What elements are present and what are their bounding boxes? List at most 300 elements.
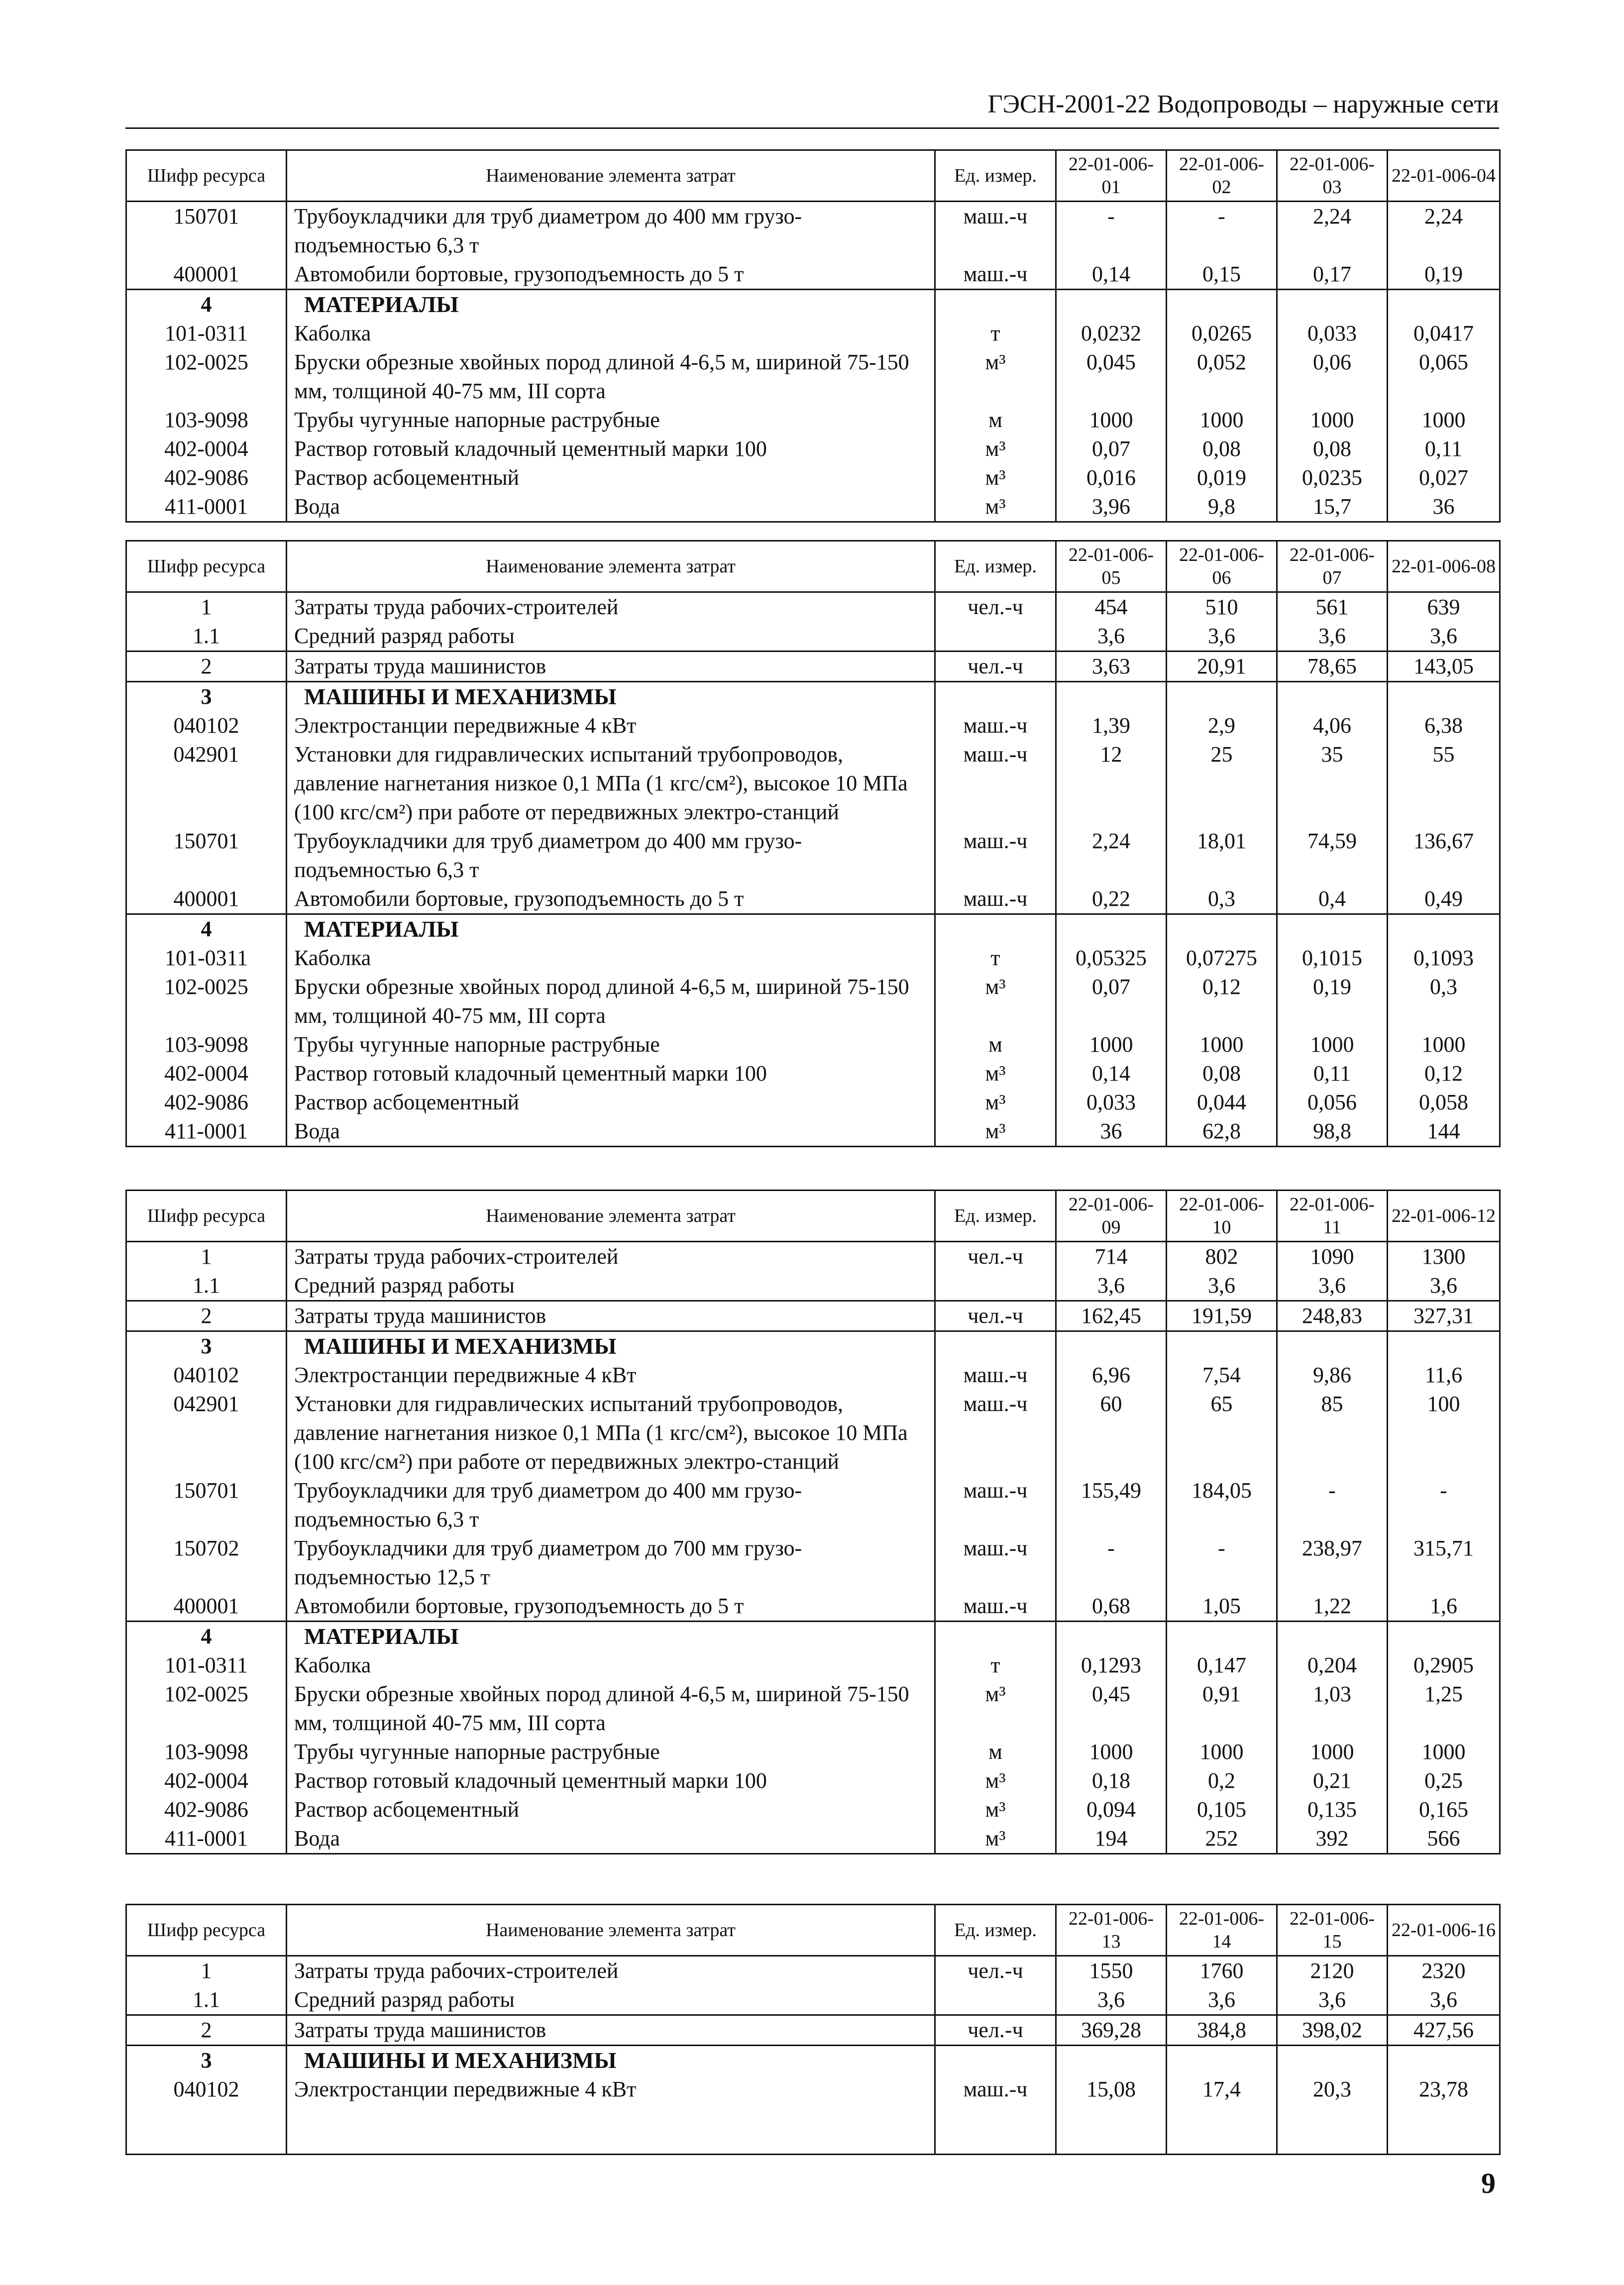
resource-unit: м³ xyxy=(935,1795,1056,1824)
resource-unit: чел.-ч xyxy=(935,1956,1056,1986)
table-row xyxy=(126,1030,1500,1059)
norm-value: 398,02 xyxy=(1277,2015,1388,2046)
norm-value: 0,1293 xyxy=(1056,1651,1167,1680)
resource-unit: м³ xyxy=(935,1766,1056,1795)
norm-value: - xyxy=(1277,1476,1388,1534)
norm-value: 60 xyxy=(1056,1390,1167,1476)
resource-code: 150702 xyxy=(126,1534,287,1592)
norm-value: - xyxy=(1167,1534,1277,1592)
header-norm-code: 22-01-006-10 xyxy=(1167,1191,1277,1242)
norm-value: 0,14 xyxy=(1056,1059,1167,1088)
resource-name: Установки для гидравлических испытаний трубопроводов, давление нагнетания низкое 0,1 МПа (1 кгс/см²), высокое 10 МПа (100 кгс/см²) при работе от передвижных электро-станций xyxy=(287,1390,935,1476)
resource-code: 4 xyxy=(126,1622,287,1651)
resource-code: 402-9086 xyxy=(126,1088,287,1117)
norm-value: 20,91 xyxy=(1167,652,1277,682)
resource-name: МАШИНЫ И МЕХАНИЗМЫ xyxy=(287,1331,935,1361)
header-code: Шифр ресурса xyxy=(126,150,287,202)
norm-value: 0,11 xyxy=(1277,1059,1388,1088)
resource-name: Каболка xyxy=(287,319,935,348)
resource-unit xyxy=(935,622,1056,652)
norm-value xyxy=(1388,290,1500,320)
norm-value xyxy=(1056,290,1167,320)
norm-value: 252 xyxy=(1167,1824,1277,1854)
header-name: Наименование элемента затрат xyxy=(287,150,935,202)
table-row xyxy=(126,1738,1500,1766)
norm-value: 454 xyxy=(1056,592,1167,622)
norm-value xyxy=(1167,1331,1277,1361)
norm-value: 62,8 xyxy=(1167,1117,1277,1147)
norm-value: 0,1015 xyxy=(1277,944,1388,973)
resource-name: Затраты труда машинистов xyxy=(287,2015,935,2046)
resource-unit: м³ xyxy=(935,348,1056,406)
norm-value: 0,07 xyxy=(1056,435,1167,463)
norm-value: 1000 xyxy=(1056,1738,1167,1766)
section-row xyxy=(126,1622,1500,1651)
header-norm-code: 22-01-006-06 xyxy=(1167,541,1277,592)
resource-unit: т xyxy=(935,1651,1056,1680)
resource-name: Трубоукладчики для труб диаметром до 400 мм грузо-подъемностью 6,3 т xyxy=(287,1476,935,1534)
header-norm-code: 22-01-006-05 xyxy=(1056,541,1167,592)
header-unit: Ед. измер. xyxy=(935,541,1056,592)
norm-value: 0,105 xyxy=(1167,1795,1277,1824)
norm-value: 1,6 xyxy=(1388,1592,1500,1622)
norm-value: 162,45 xyxy=(1056,1301,1167,1331)
resource-unit xyxy=(935,290,1056,320)
norm-value xyxy=(1277,682,1388,712)
table-row xyxy=(126,463,1500,492)
resource-code: 411-0001 xyxy=(126,492,287,522)
resource-name: Каболка xyxy=(287,944,935,973)
resource-code: 1 xyxy=(126,1956,287,1986)
resource-name: Трубоукладчики для труб диаметром до 700 мм грузо-подъемностью 12,5 т xyxy=(287,1534,935,1592)
header-unit: Ед. измер. xyxy=(935,1905,1056,1956)
norm-value: - xyxy=(1388,1476,1500,1534)
resource-unit xyxy=(935,682,1056,712)
norm-value: 9,8 xyxy=(1167,492,1277,522)
norm-value: 1000 xyxy=(1388,1738,1500,1766)
resource-name: Автомобили бортовые, грузоподъемность до 5 т xyxy=(287,1592,935,1622)
norm-value: 248,83 xyxy=(1277,1301,1388,1331)
norm-value: - xyxy=(1056,1534,1167,1592)
header-rule xyxy=(125,127,1499,129)
resource-code: 402-0004 xyxy=(126,435,287,463)
header-unit: Ед. измер. xyxy=(935,1191,1056,1242)
table-row xyxy=(126,1242,1500,1272)
norm-value: 0,045 xyxy=(1056,348,1167,406)
resource-code: 402-9086 xyxy=(126,463,287,492)
norm-value: 3,6 xyxy=(1167,622,1277,652)
resource-name: Затраты труда рабочих-строителей xyxy=(287,1956,935,1986)
resource-unit xyxy=(935,1985,1056,2015)
norm-value: 802 xyxy=(1167,1242,1277,1272)
norm-value: 1000 xyxy=(1277,406,1388,435)
resource-unit: м³ xyxy=(935,463,1056,492)
table-row xyxy=(126,740,1500,827)
norm-value: 3,6 xyxy=(1277,622,1388,652)
resource-code: 103-9098 xyxy=(126,1030,287,1059)
table-row xyxy=(126,319,1500,348)
norm-value: 74,59 xyxy=(1277,827,1388,884)
header-norm-code: 22-01-006-14 xyxy=(1167,1905,1277,1956)
table-row xyxy=(126,2015,1500,2046)
norm-value: 0,033 xyxy=(1277,319,1388,348)
resource-name: Раствор готовый кладочный цементный марки 100 xyxy=(287,1766,935,1795)
norm-value: 1,03 xyxy=(1277,1680,1388,1738)
norm-value: 0,2 xyxy=(1167,1766,1277,1795)
norm-value: 1000 xyxy=(1167,406,1277,435)
table-row xyxy=(126,1271,1500,1301)
norm-value: 0,3 xyxy=(1167,884,1277,914)
norm-value: 1,05 xyxy=(1167,1592,1277,1622)
table-row xyxy=(126,592,1500,622)
norm-value xyxy=(1167,682,1277,712)
header-norm-code: 22-01-006-03 xyxy=(1277,150,1388,202)
resource-unit: маш.-ч xyxy=(935,1361,1056,1390)
norm-value: 0,11 xyxy=(1388,435,1500,463)
table-row xyxy=(126,1088,1500,1117)
norm-value: 1,39 xyxy=(1056,711,1167,740)
resource-unit: м³ xyxy=(935,435,1056,463)
table-header-row xyxy=(126,150,1500,202)
resource-name: Средний разряд работы xyxy=(287,622,935,652)
resource-code: 2 xyxy=(126,652,287,682)
resource-unit: м³ xyxy=(935,1088,1056,1117)
norm-value: 0,135 xyxy=(1277,1795,1388,1824)
resource-code: 150701 xyxy=(126,827,287,884)
norm-value: 0,016 xyxy=(1056,463,1167,492)
resource-table xyxy=(125,149,1501,523)
norm-value: 136,67 xyxy=(1388,827,1500,884)
norm-value: 3,6 xyxy=(1167,1985,1277,2015)
norm-value: 392 xyxy=(1277,1824,1388,1854)
header-name: Наименование элемента затрат xyxy=(287,1191,935,1242)
resource-code: 1 xyxy=(126,592,287,622)
resource-name: Затраты труда машинистов xyxy=(287,652,935,682)
table-row xyxy=(126,944,1500,973)
norm-value: 1000 xyxy=(1277,1030,1388,1059)
section-row xyxy=(126,290,1500,320)
table-row xyxy=(126,1956,1500,1986)
norm-value: 6,96 xyxy=(1056,1361,1167,1390)
running-header: ГЭСН-2001-22 Водопроводы – наружные сети xyxy=(987,90,1499,118)
table-row xyxy=(126,406,1500,435)
norm-value: 12 xyxy=(1056,740,1167,827)
resource-unit: чел.-ч xyxy=(935,1301,1056,1331)
resource-code: 040102 xyxy=(126,1361,287,1390)
resource-name: Бруски обрезные хвойных пород длиной 4-6,5 м, шириной 75-150 мм, толщиной 40-75 мм, III сорта xyxy=(287,973,935,1030)
resource-name: Вода xyxy=(287,492,935,522)
resource-unit: м xyxy=(935,406,1056,435)
resource-unit: м³ xyxy=(935,1059,1056,1088)
norm-value: 0,058 xyxy=(1388,1088,1500,1117)
resource-table xyxy=(125,540,1501,1147)
header-code: Шифр ресурса xyxy=(126,1905,287,1956)
norm-value: 2,24 xyxy=(1056,827,1167,884)
resource-name: Электростанции передвижные 4 кВт xyxy=(287,1361,935,1390)
norm-value: 0,05325 xyxy=(1056,944,1167,973)
resource-code: 3 xyxy=(126,682,287,712)
norm-value: 2120 xyxy=(1277,1956,1388,1986)
resource-unit: маш.-ч xyxy=(935,740,1056,827)
table-row xyxy=(126,1361,1500,1390)
norm-value: 0,0232 xyxy=(1056,319,1167,348)
resource-code: 3 xyxy=(126,2046,287,2075)
table-row xyxy=(126,492,1500,522)
resource-code: 102-0025 xyxy=(126,973,287,1030)
table-row xyxy=(126,1680,1500,1738)
table-header-row xyxy=(126,541,1500,592)
resource-unit: чел.-ч xyxy=(935,1242,1056,1272)
resource-code: 101-0311 xyxy=(126,1651,287,1680)
table-header-row xyxy=(126,1905,1500,1956)
header-norm-code: 22-01-006-11 xyxy=(1277,1191,1388,1242)
resource-unit: маш.-ч xyxy=(935,2075,1056,2155)
norm-value: 0,06 xyxy=(1277,348,1388,406)
table-row xyxy=(126,1301,1500,1331)
norm-value: 20,3 xyxy=(1277,2075,1388,2155)
table-row xyxy=(126,1534,1500,1592)
norm-value: 1000 xyxy=(1056,1030,1167,1059)
norm-value: 2,9 xyxy=(1167,711,1277,740)
norm-value: 1000 xyxy=(1388,406,1500,435)
norm-value: 2320 xyxy=(1388,1956,1500,1986)
norm-value: 0,052 xyxy=(1167,348,1277,406)
resource-name: Раствор готовый кладочный цементный марки 100 xyxy=(287,435,935,463)
norm-value: 427,56 xyxy=(1388,2015,1500,2046)
norm-value: 25 xyxy=(1167,740,1277,827)
page-number: 9 xyxy=(1481,2167,1496,2199)
resource-unit: т xyxy=(935,319,1056,348)
header-norm-code: 22-01-006-13 xyxy=(1056,1905,1167,1956)
norm-value: 0,19 xyxy=(1277,973,1388,1030)
norm-value: 6,38 xyxy=(1388,711,1500,740)
norm-value: 3,96 xyxy=(1056,492,1167,522)
norm-value: 35 xyxy=(1277,740,1388,827)
resource-name: Раствор асбоцементный xyxy=(287,463,935,492)
header-norm-code: 22-01-006-08 xyxy=(1388,541,1500,592)
header-code: Шифр ресурса xyxy=(126,1191,287,1242)
norm-value: 510 xyxy=(1167,592,1277,622)
table-row xyxy=(126,1795,1500,1824)
norm-value xyxy=(1277,914,1388,944)
norm-value: 0,0265 xyxy=(1167,319,1277,348)
norm-value: 15,7 xyxy=(1277,492,1388,522)
resource-name: Трубоукладчики для труб диаметром до 400 мм грузо-подъемностью 6,3 т xyxy=(287,827,935,884)
norm-value: 0,08 xyxy=(1167,435,1277,463)
norm-value: 0,07275 xyxy=(1167,944,1277,973)
table-row xyxy=(126,1651,1500,1680)
norm-value: 0,0417 xyxy=(1388,319,1500,348)
resource-code: 1.1 xyxy=(126,1985,287,2015)
norm-value xyxy=(1388,1331,1500,1361)
norm-value: 78,65 xyxy=(1277,652,1388,682)
norm-value: 0,08 xyxy=(1277,435,1388,463)
norm-value: 9,86 xyxy=(1277,1361,1388,1390)
norm-value xyxy=(1388,914,1500,944)
norm-value: 714 xyxy=(1056,1242,1167,1272)
resource-code: 1 xyxy=(126,1242,287,1272)
table-row xyxy=(126,202,1500,260)
table-row xyxy=(126,260,1500,290)
resource-name: Затраты труда рабочих-строителей xyxy=(287,1242,935,1272)
resource-code: 040102 xyxy=(126,2075,287,2155)
resource-unit: м³ xyxy=(935,492,1056,522)
resource-name: Трубы чугунные напорные раструбные xyxy=(287,1030,935,1059)
resource-name: Автомобили бортовые, грузоподъемность до 5 т xyxy=(287,884,935,914)
resource-code: 150701 xyxy=(126,1476,287,1534)
norm-value xyxy=(1388,2046,1500,2075)
norm-value: 0,056 xyxy=(1277,1088,1388,1117)
resource-unit: м³ xyxy=(935,973,1056,1030)
norm-value: 0,08 xyxy=(1167,1059,1277,1088)
resource-code: 102-0025 xyxy=(126,348,287,406)
norm-value: 0,19 xyxy=(1388,260,1500,290)
norm-value: 2,24 xyxy=(1388,202,1500,260)
norm-value: 0,14 xyxy=(1056,260,1167,290)
resource-code: 150701 xyxy=(126,202,287,260)
resource-unit: чел.-ч xyxy=(935,652,1056,682)
header-norm-code: 22-01-006-16 xyxy=(1388,1905,1500,1956)
resource-unit: маш.-ч xyxy=(935,827,1056,884)
norm-value xyxy=(1388,1622,1500,1651)
resource-unit xyxy=(935,1271,1056,1301)
table-row xyxy=(126,1390,1500,1476)
resource-name: Бруски обрезные хвойных пород длиной 4-6,5 м, шириной 75-150 мм, толщиной 40-75 мм, III сорта xyxy=(287,1680,935,1738)
table-row xyxy=(126,1476,1500,1534)
norm-value: 0,165 xyxy=(1388,1795,1500,1824)
table-row xyxy=(126,348,1500,406)
norm-value: 0,044 xyxy=(1167,1088,1277,1117)
norm-value: 3,6 xyxy=(1277,1271,1388,1301)
norm-value xyxy=(1277,1331,1388,1361)
resource-table-block-1 xyxy=(125,149,1499,523)
resource-unit: т xyxy=(935,944,1056,973)
resource-name: Трубы чугунные напорные раструбные xyxy=(287,1738,935,1766)
norm-value: 0,033 xyxy=(1056,1088,1167,1117)
resource-unit: маш.-ч xyxy=(935,1390,1056,1476)
norm-value: 36 xyxy=(1056,1117,1167,1147)
table-header-row xyxy=(126,1191,1500,1242)
resource-unit: м xyxy=(935,1030,1056,1059)
resource-unit: м³ xyxy=(935,1680,1056,1738)
norm-value: 0,22 xyxy=(1056,884,1167,914)
norm-value: 0,12 xyxy=(1388,1059,1500,1088)
resource-code: 103-9098 xyxy=(126,406,287,435)
norm-value: 561 xyxy=(1277,592,1388,622)
resource-code: 402-9086 xyxy=(126,1795,287,1824)
resource-code: 042901 xyxy=(126,1390,287,1476)
norm-value: 0,21 xyxy=(1277,1766,1388,1795)
norm-value: 0,1093 xyxy=(1388,944,1500,973)
norm-value xyxy=(1277,1622,1388,1651)
resource-unit: чел.-ч xyxy=(935,592,1056,622)
norm-value: 3,6 xyxy=(1056,1985,1167,2015)
norm-value: 0,15 xyxy=(1167,260,1277,290)
norm-value: 0,68 xyxy=(1056,1592,1167,1622)
header-norm-code: 22-01-006-07 xyxy=(1277,541,1388,592)
norm-value xyxy=(1167,914,1277,944)
table-row xyxy=(126,884,1500,914)
resource-unit: маш.-ч xyxy=(935,1476,1056,1534)
norm-value: 3,6 xyxy=(1388,1985,1500,2015)
resource-unit: м xyxy=(935,1738,1056,1766)
resource-table-block-2 xyxy=(125,540,1499,1147)
resource-unit: м³ xyxy=(935,1117,1056,1147)
resource-code: 042901 xyxy=(126,740,287,827)
table-row xyxy=(126,1766,1500,1795)
resource-name: МАТЕРИАЛЫ xyxy=(287,914,935,944)
norm-value: 3,6 xyxy=(1056,1271,1167,1301)
norm-value xyxy=(1167,1622,1277,1651)
norm-value: 0,17 xyxy=(1277,260,1388,290)
norm-value: 0,147 xyxy=(1167,1651,1277,1680)
norm-value xyxy=(1167,2046,1277,2075)
norm-value: 315,71 xyxy=(1388,1534,1500,1592)
section-row xyxy=(126,1331,1500,1361)
header-norm-code: 22-01-006-01 xyxy=(1056,150,1167,202)
norm-value: 2,24 xyxy=(1277,202,1388,260)
header-unit: Ед. измер. xyxy=(935,150,1056,202)
resource-name: МАШИНЫ И МЕХАНИЗМЫ xyxy=(287,2046,935,2075)
resource-code: 4 xyxy=(126,290,287,320)
resource-unit: маш.-ч xyxy=(935,260,1056,290)
norm-value: 85 xyxy=(1277,1390,1388,1476)
norm-value: 0,2905 xyxy=(1388,1651,1500,1680)
table-row xyxy=(126,973,1500,1030)
resource-name: Средний разряд работы xyxy=(287,1271,935,1301)
header-name: Наименование элемента затрат xyxy=(287,541,935,592)
resource-name: Средний разряд работы xyxy=(287,1985,935,2015)
norm-value: 369,28 xyxy=(1056,2015,1167,2046)
norm-value: 184,05 xyxy=(1167,1476,1277,1534)
resource-code: 3 xyxy=(126,1331,287,1361)
norm-value: 0,07 xyxy=(1056,973,1167,1030)
header-norm-code: 22-01-006-15 xyxy=(1277,1905,1388,1956)
norm-value: 0,065 xyxy=(1388,348,1500,406)
norm-value: 384,8 xyxy=(1167,2015,1277,2046)
resource-code: 102-0025 xyxy=(126,1680,287,1738)
resource-unit: маш.-ч xyxy=(935,1534,1056,1592)
norm-value: 18,01 xyxy=(1167,827,1277,884)
resource-code: 2 xyxy=(126,1301,287,1331)
resource-table xyxy=(125,1904,1501,2155)
norm-value: 0,4 xyxy=(1277,884,1388,914)
norm-value xyxy=(1056,914,1167,944)
resource-name: Бруски обрезные хвойных пород длиной 4-6,5 м, шириной 75-150 мм, толщиной 40-75 мм, III сорта xyxy=(287,348,935,406)
resource-name: Автомобили бортовые, грузоподъемность до 5 т xyxy=(287,260,935,290)
norm-value: 0,0235 xyxy=(1277,463,1388,492)
norm-value: 0,027 xyxy=(1388,463,1500,492)
norm-value: 100 xyxy=(1388,1390,1500,1476)
resource-code: 101-0311 xyxy=(126,944,287,973)
norm-value: 1,22 xyxy=(1277,1592,1388,1622)
norm-value xyxy=(1167,290,1277,320)
resource-table-block-3 xyxy=(125,1190,1499,1854)
resource-code: 400001 xyxy=(126,260,287,290)
table-row xyxy=(126,1985,1500,2015)
table-row xyxy=(126,711,1500,740)
resource-unit: маш.-ч xyxy=(935,1592,1056,1622)
norm-value: 0,019 xyxy=(1167,463,1277,492)
header-norm-code: 22-01-006-02 xyxy=(1167,150,1277,202)
norm-value: 0,204 xyxy=(1277,1651,1388,1680)
norm-value: 3,6 xyxy=(1056,622,1167,652)
resource-table-block-4 xyxy=(125,1904,1499,2155)
norm-value: 0,91 xyxy=(1167,1680,1277,1738)
norm-value xyxy=(1056,682,1167,712)
resource-code: 400001 xyxy=(126,1592,287,1622)
resource-name: МАТЕРИАЛЫ xyxy=(287,1622,935,1651)
